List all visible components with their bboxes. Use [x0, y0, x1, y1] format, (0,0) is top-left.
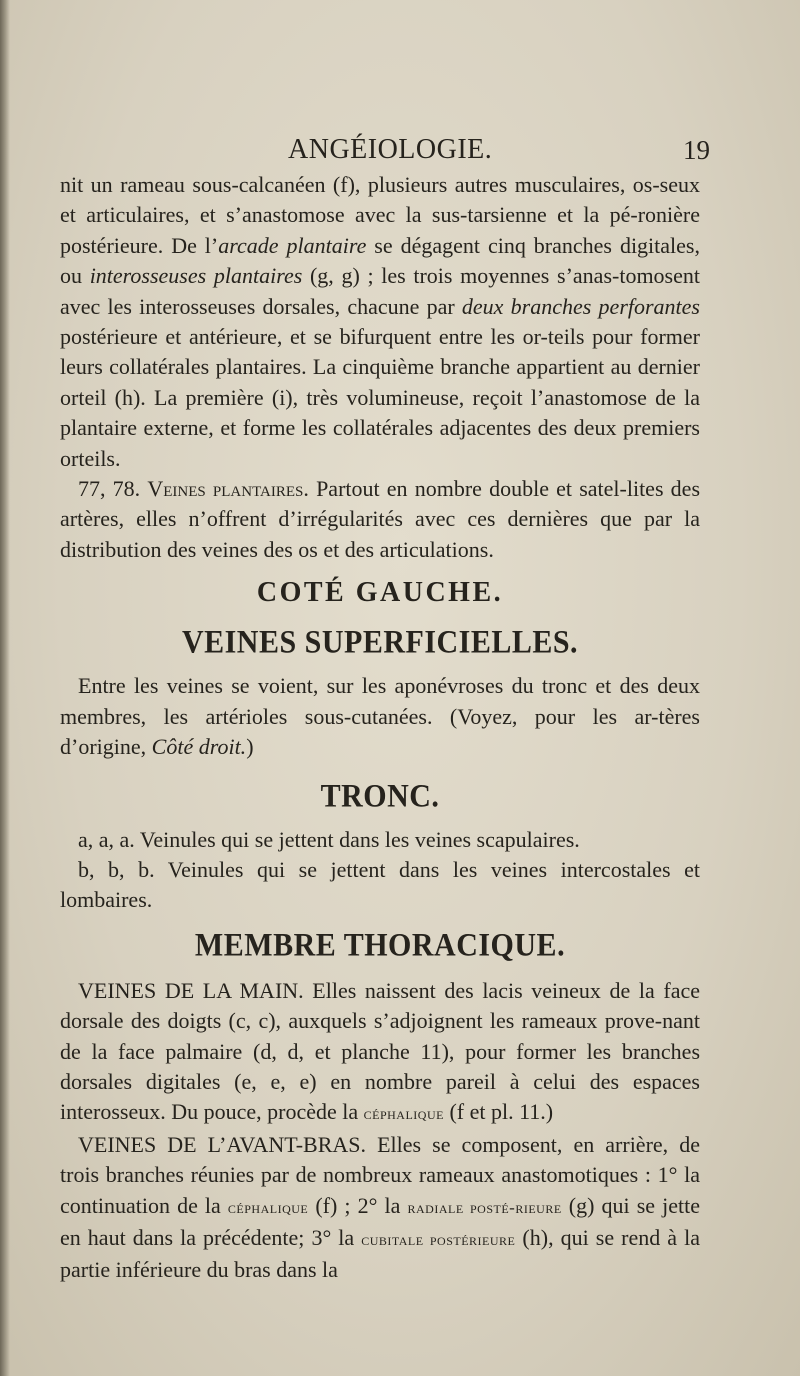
- body-text: [60, 170, 700, 1286]
- text-run: (g) qui se jette en haut dans la précédente; 3° la: [60, 1192, 700, 1250]
- text-run: Elles se composent, en arrière, de trois branches réunies par de nombreux rameaux anastomotiques : 1° la continuation de la: [60, 1131, 700, 1218]
- text-run: se dégagent cinq branches digitales, ou: [60, 232, 700, 289]
- paragraph-number: 77, 78.: [78, 476, 148, 502]
- text-run: nit un rameau sous-calcanéen (f), plusieurs autres musculaires, os-seux et articulaires, et s’anastomose avec la sus-tarsienne et la pé-ronière postérieure. De l’: [60, 172, 700, 258]
- text-run: postérieure et antérieure, et se bifurquent entre les or-teils pour former leurs collatérales plantaires. La cinquième branche appartient au dernier orteil (h). La première (i), très volumineuse, reçoit l’anastomose de la plantaire externe, et forme les collatérales adjacentes des deux premiers orteils.: [60, 324, 700, 471]
- paragraph-arterioles: [60, 671, 700, 762]
- heading-membre-thoracique: MEMBRE THORACIQUE.: [194, 927, 566, 963]
- text-run: (f) ; 2° la: [308, 1192, 408, 1218]
- paragraph-veinules-a: a, a, a. Veinules qui se jettent dans les veines scapulaires.: [78, 826, 580, 852]
- running-head: [60, 134, 710, 168]
- paragraph-veines-plantaires: [60, 474, 700, 565]
- running-title: ANGÉIOLOGIE.: [288, 134, 493, 165]
- text-run: Partout en nombre double et satel-lites des artères, elles n’offrent d’irrégularités avec ces dernières que par la distribution des veines des os et des articulations.: [60, 476, 701, 562]
- italic-term: arcade plantaire: [218, 232, 367, 258]
- heading-tronc: TRONC.: [320, 778, 440, 814]
- italic-term: interosseuses plantaires: [89, 263, 303, 289]
- paragraph-veines-main: [60, 976, 700, 1130]
- page-number: 19: [683, 135, 710, 165]
- italic-term: deux branches perforantes: [461, 293, 700, 319]
- text-run: (h), qui se rend à la partie inférieure du bras dans la: [60, 1224, 700, 1283]
- small-caps-term: céphalique: [227, 1197, 309, 1217]
- heading-veines-superficielles: VEINES SUPERFICIELLES.: [181, 624, 579, 661]
- paragraph-veines-avant-bras: [60, 1130, 700, 1286]
- text-run: (f et pl. 11.): [443, 1099, 554, 1125]
- heading-cote-gauche: COTÉ GAUCHE.: [256, 577, 504, 609]
- text-run: ): [246, 734, 254, 760]
- text-run: Entre les veines se voient, sur les aponévroses du tronc et des deux membres, les artérioles sous-cutanées. (Voyez, pour les ar-tères d’origine,: [60, 673, 700, 760]
- paragraph-veinules-b: b, b, b. Veinules qui se jettent dans les veines intercostales et lombaires.: [60, 856, 700, 913]
- small-caps-term: radiale posté-rieure: [407, 1197, 562, 1217]
- paragraph-heading: VEINES DE L’AVANT-BRAS.: [78, 1131, 367, 1157]
- paragraph-arcade-plantaire: [60, 170, 700, 474]
- paragraph-heading: Veines plantaires.: [147, 476, 309, 502]
- text-run: (g, g) ; les trois moyennes s’anas-tomosent avec les interosseuses dorsales, chacune par: [60, 263, 700, 319]
- small-caps-term: céphalique: [363, 1104, 444, 1124]
- small-caps-term: cubitale postérieure: [361, 1229, 516, 1249]
- paragraph-heading: VEINES DE LA MAIN.: [78, 977, 304, 1003]
- text-run: Elles naissent des lacis veineux de la face dorsale des doigts (c, c), auxquels s’adjoignent les rameaux prove-nant de la face palmaire (d, d, et planche 11), pour former les branches dorsales digitales (e, e, e) en nombre pareil à celui des espaces interosseux. Du pouce, procède la: [60, 977, 700, 1125]
- page-edge: [0, 0, 10, 1376]
- italic-term: Côté droit.: [151, 734, 247, 760]
